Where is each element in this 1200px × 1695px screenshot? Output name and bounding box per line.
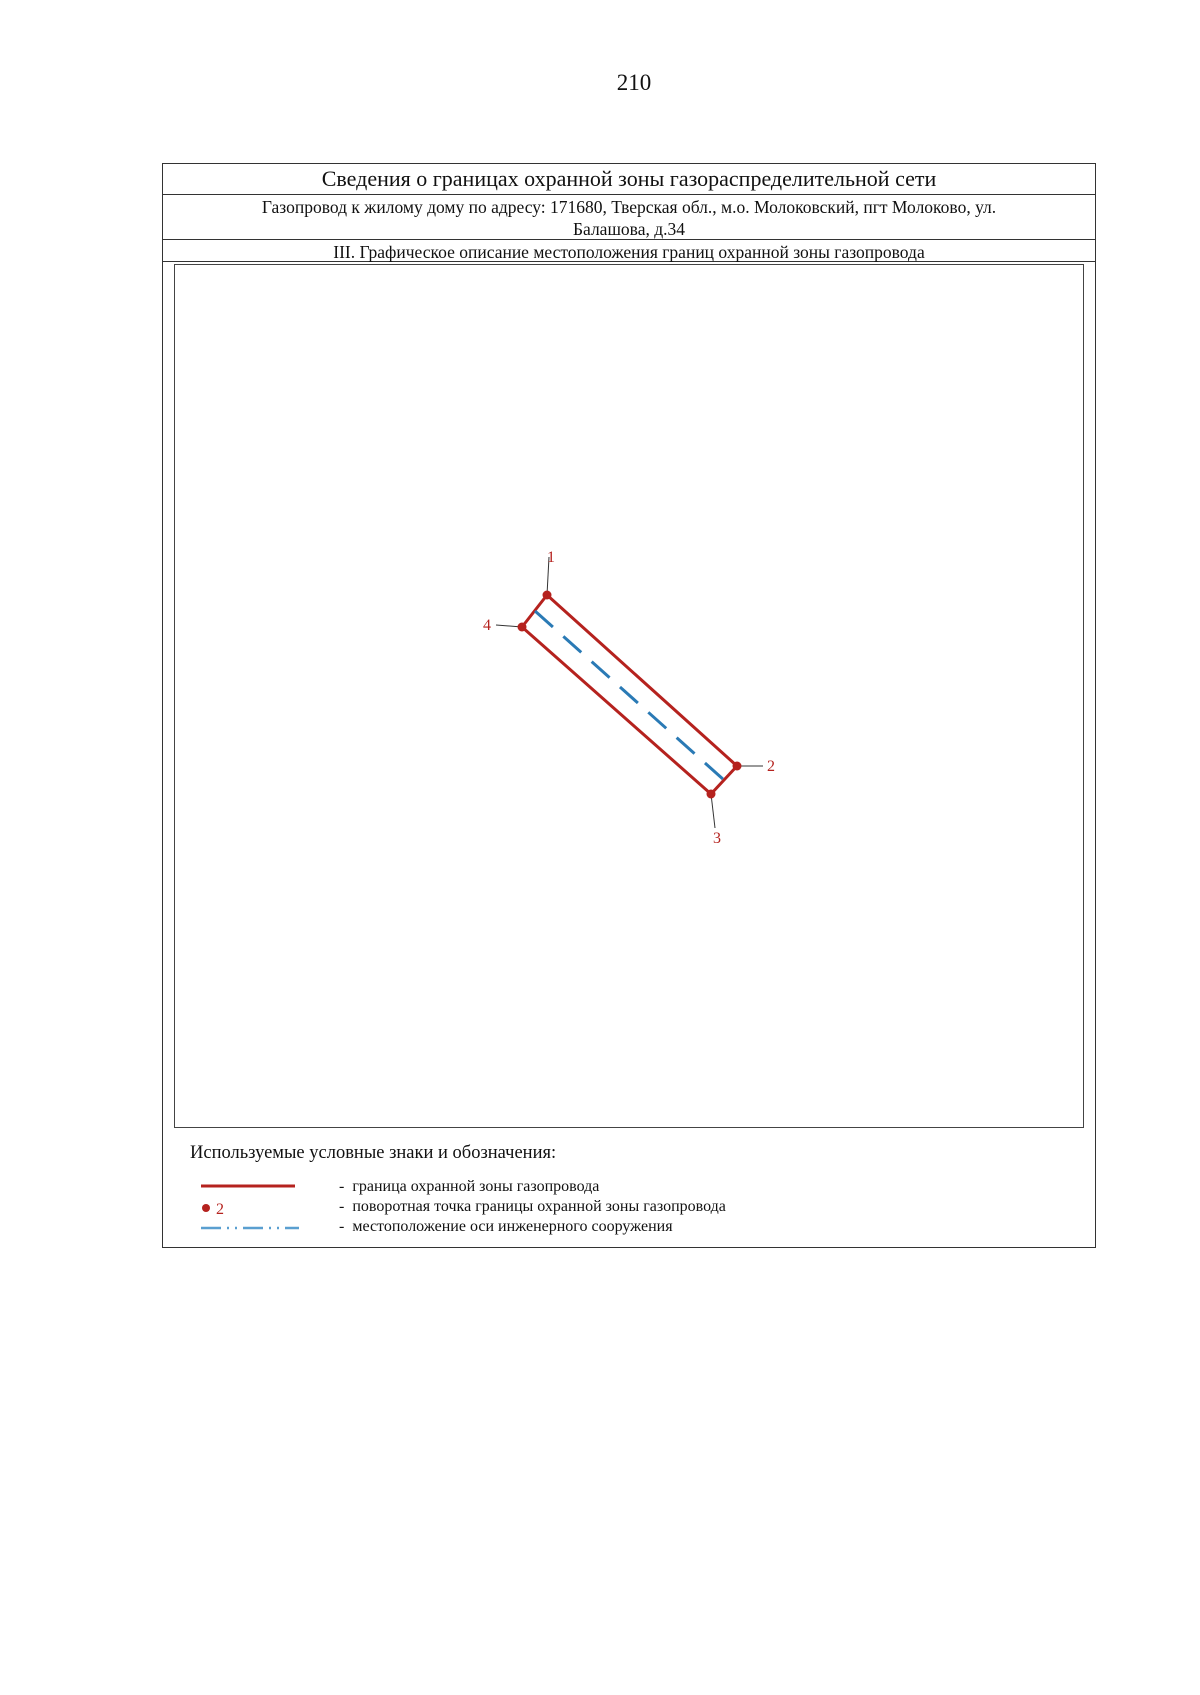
legend-separator: - [339, 1178, 345, 1195]
address-line-1: Газопровод к жилому дому по адресу: 171680, Тверская обл., м.о. Молоковский, пгт Молоково, ул. [261, 197, 997, 217]
sheet-title: Сведения о границах охранной зоны газораспределительной сети [163, 164, 1095, 195]
point-label-3: 3 [713, 830, 721, 847]
legend-item-boundary [199, 1178, 1079, 1198]
legend-item-text [339, 1178, 599, 1196]
boundary-line-symbol [199, 1178, 299, 1198]
legend-item-text [339, 1218, 673, 1236]
page-number: 210 [616, 70, 652, 95]
legend-item-label: поворотная точка границы охранной зоны газопровода [352, 1198, 726, 1215]
section-heading: III. Графическое описание местоположения границ охранной зоны газопровода [163, 240, 1095, 262]
pipeline-axis [535, 611, 724, 780]
legend-title: Используемые условные знаки и обозначения: [190, 1143, 557, 1163]
legend-separator: - [339, 1198, 345, 1215]
point-label-4: 4 [483, 617, 491, 634]
legend-item-label: граница охранной зоны газопровода [352, 1178, 600, 1195]
legend-item-point [199, 1198, 1079, 1218]
leader-line-3 [711, 794, 715, 828]
legend-separator: - [339, 1218, 345, 1235]
legend-item-text [339, 1198, 726, 1216]
turn-point-1 [543, 591, 552, 600]
turn-point-symbol [199, 1198, 299, 1218]
point-label-2: 2 [767, 758, 775, 775]
turn-point-2 [733, 762, 742, 771]
turn-point-4 [518, 623, 527, 632]
object-address [163, 195, 1095, 240]
info-sheet [162, 163, 1096, 1248]
boundary-map [175, 265, 1083, 1127]
axis-line-symbol [199, 1218, 299, 1238]
map-frame [174, 264, 1084, 1128]
legend-item-axis [199, 1218, 1079, 1238]
address-line-2: Балашова, д.34 [572, 219, 686, 239]
point-label-1: 1 [547, 549, 555, 566]
legend-item-label: местоположение оси инженерного сооружения [352, 1218, 673, 1235]
legend-point-number: 2 [216, 1201, 224, 1218]
turn-point-3 [707, 790, 716, 799]
